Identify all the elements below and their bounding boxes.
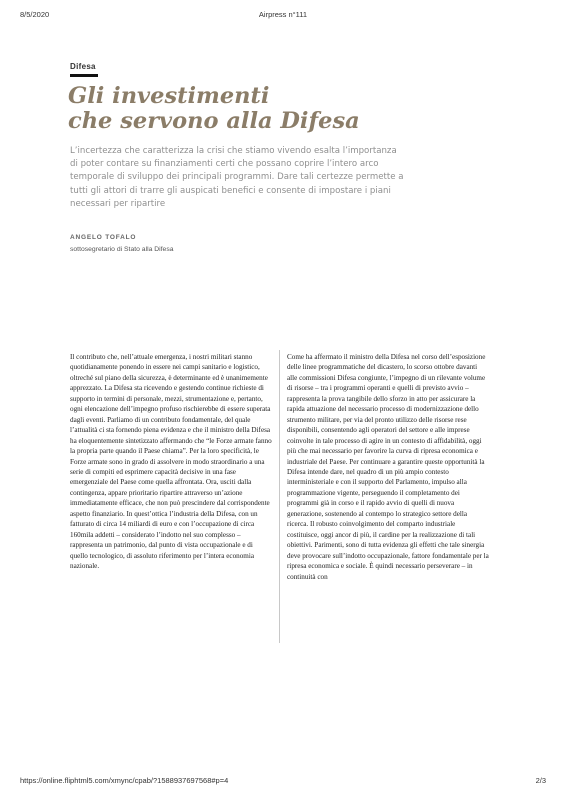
article-title-line-1: Gli investimenti [68, 83, 270, 109]
print-date: 8/5/2020 [20, 10, 50, 19]
author-name: ANGELO TOFALO [70, 234, 137, 241]
page-url[interactable]: https://online.fliphtml5.com/xmync/cpab/?1588937697568#p=4 [20, 776, 229, 785]
column-divider [279, 350, 280, 643]
section-divider [70, 74, 98, 77]
article-lead: L’incertezza che caratterizza la crisi che stiamo vivendo esalta l’importanza di poter contare su finanziamenti certi che possano coprire l’intero arco temporale di sviluppo dei principali programmi. Dare tali certezze permette a tutti gli attori di trarre gli auspicati benefici e consente di impostare i piani necessari per ripartire [70, 146, 404, 209]
section-label: Difesa [70, 62, 96, 71]
author-role: sottosegretario di Stato alla Difesa [70, 246, 174, 253]
body-column-left: Il contributo che, nell’attuale emergenza, i nostri militari stanno quotidianamente ponendo in essere nei campi sanitario e logistico, oltreché sul piano della sicurezza, è determinante ed è unanimemente apprezzato. La Difesa sta ricevendo e gestendo continue richieste di supporto in termini di personale, mezzi, strumentazione e, pertanto, ogni elencazione dell’impegno profuso rischierebbe di essere superata dagli eventi. Parliamo di un contributo fondamentale, del quale l’attualità ci sta fornendo piena evidenza e che il ministro della Difesa ha eloquentemente sintetizzato affermando che “le Forze armate fanno la propria parte quando il Paese chiama”. Per la loro specificità, le Forze armate sono in grado di assolvere in modo straordinario a una serie di compiti ed esprimere capacità decisive in una fase emergenziale del Paese come quella affrontata. Ora, usciti dalla contingenza, appare prioritario ripartire attraverso un’azione immediatamente efficace, che non può prescindere dal corrispondente aspetto finanziario. In quest’ottica l’industria della Difesa, con un fatturato di circa 14 miliardi di euro e con l’occupazione di circa 160mila addetti – considerato l’indotto nel suo complesso – rappresenta un patrimonio, dal punto di vista occupazionale e di quello tecnologico, di assoluto riferimento per l’intera economia nazionale. [70, 353, 272, 571]
body-column-right: Come ha affermato il ministro della Difesa nel corso dell’esposizione delle linee programmatiche del dicastero, lo scorso ottobre davanti alle commissioni Difesa congiunte, l’impegno di un rilevante volume di risorse – tra i programmi operanti e quelli di previsto avvio – rappresenta la prova tangibile dello sforzo in atto per assicurare la rapida attuazione del necessario processo di modernizzazione dello strumento militare, per via del pronto utilizzo delle risorse rese disponibili, consentendo agli operatori del settore e alle imprese coinvolte in tale processo di agire in un contesto di affidabilità, oggi più che mai necessario per favorire la curva di ripresa economica e industriale del Paese. Per continuare a garantire queste opportunità la Difesa intende dare, nel quadro di un più ampio contesto interministeriale e con il supporto del Parlamento, impulso alla programmazione vigente, perseguendo il completamento dei programmi già in corso e il rapido avvio di quelli di nuova generazione, sostenendo al contempo lo strategico settore della ricerca. Il robusto coinvolgimento del comparto industriale costituisce, oggi ancor di più, il cardine per la realizzazione di tali obiettivi. Parimenti, sono di tutta evidenza gli effetti che tale sinergia deve provocare sull’indotto occupazionale, fattore fondamentale per la ripresa economica e sociale. È quindi necessario perseverare – in continuità con [287, 353, 489, 581]
print-footer [20, 776, 546, 788]
print-title: Airpress n°111 [258, 10, 308, 19]
article-title-line-2: che servono alla Difesa [68, 108, 360, 134]
page-number: 2/3 [535, 776, 546, 785]
article-title [68, 84, 488, 134]
print-header [20, 10, 546, 22]
